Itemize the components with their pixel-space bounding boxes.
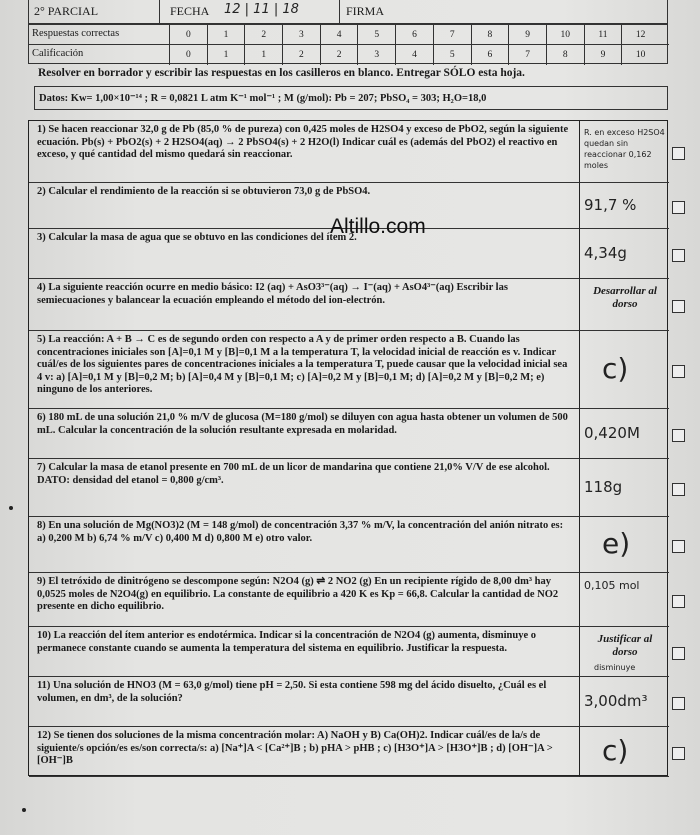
calificacion-label: Calificación [32,48,84,59]
margin-mark [9,506,13,510]
answer-box-4[interactable] [579,279,669,331]
answer-box-11[interactable] [579,677,669,727]
firma-label: FIRMA [346,4,385,18]
answer-4: Desarrollar al dorso [593,285,657,310]
answer-8: e) [602,527,631,560]
respuestas-cell: 7 [433,25,471,45]
answer-10-note: disminuye [594,663,636,672]
calificacion-cell: 7 [508,45,546,65]
calificacion-cell: 2 [320,45,358,65]
answer-box-9[interactable] [579,573,669,627]
calificacion-cell: 5 [433,45,471,65]
question-8-text: 8) En una solución de Mg(NO3)2 (M = 148 g/mol) de concentración 3,37 % m/V, la concentración del anión nitrato es: a) 0,200 M b) 6,74 % m/V c) 0,400 M d) 0,800 M e) otro valor. [29,517,579,573]
answer-7: 118g [584,478,623,496]
answer-6: 0,420M [584,424,640,442]
answer-12: c) [602,734,629,767]
respuestas-cell: 6 [395,25,433,45]
respuestas-cell: 3 [282,25,320,45]
respuestas-cell: 10 [546,25,584,45]
respuestas-cell: 5 [357,25,395,45]
answer-box-3[interactable] [579,229,669,279]
answer-box-7[interactable] [579,459,669,517]
calificacion-cell: 1 [244,45,282,65]
header-top-box [28,0,668,24]
question-1-text: 1) Se hacen reaccionar 32,0 g de Pb (85,0 % de pureza) con 0,425 moles de H2SO4 y exceso de PbO2, según la siguiente ecuación. Pb(s) + PbO2(s) + 2 H2SO4(aq) → 2 PbSO4(s) + 2 H2O(l) Indicar cuál es (además del PbO2) el reactivo en exceso, y qué cantidad del mismo quedará sin reaccionar. [29,121,579,183]
parcial-label: 2° PARCIAL [34,4,99,18]
answer-box-8[interactable] [579,517,669,573]
answer-1: R. en exceso H2SO4 quedan sin reaccionar 0,162 moles [584,128,665,170]
calificacion-cell: 9 [584,45,622,65]
answer-10: Justificar al dorso [597,633,653,658]
answer-5: c) [602,352,629,385]
answer-box-12[interactable] [579,727,669,777]
question-10-text: 10) La reacción del ítem anterior es endotérmica. Indicar si la concentración de N2O4 (g) aumenta, disminuye o permanece constante cuando se aumenta la temperatura del sistema en equilibrio. Justificar la respuesta. [29,627,579,677]
grade-checkbox-9[interactable] [672,595,685,608]
calificacion-cell: 3 [357,45,395,65]
grade-checkbox-2[interactable] [672,201,685,214]
question-9-text: 9) El tetróxido de dinitrógeno se descompone según: N2O4 (g) ⇌ 2 NO2 (g) En un recipiente rígido de 8,00 dm³ hay 0,0525 moles de N2O4(g) en equilibrio. La constante de equilibrio a 420 K es Kp = 66,8. Calcular la cantidad de NO2 presente en dicho equilibrio. [29,573,579,627]
answer-box-10[interactable] [579,627,669,677]
respuestas-cell: 9 [508,25,546,45]
margin-mark [22,808,26,812]
calificacion-cell: 8 [546,45,584,65]
watermark: Altillo.com [330,215,426,238]
answer-9: 0,105 mol [584,579,640,592]
calificacion-cell: 6 [471,45,509,65]
respuestas-cell: 12 [621,25,659,45]
grade-checkbox-10[interactable] [672,647,685,660]
calificacion-cell: 0 [169,45,207,65]
question-4-text: 4) La siguiente reacción ocurre en medio básico: I2 (aq) + AsO3³⁻(aq) → I⁻(aq) + AsO4³⁻(aq) Escribir las semiecuaciones y balancear la ecuación empleando el método del ion-electrón. [29,279,579,331]
calificacion-cell: 1 [207,45,245,65]
grade-checkbox-8[interactable] [672,540,685,553]
answer-box-1[interactable] [579,121,669,183]
datos-box: Datos: Kw= 1,00×10⁻¹⁴ ; R = 0,0821 L atm K⁻¹ mol⁻¹ ; M (g/mol): Pb = 207; PbSO₄ = 303; H₂O=18,0 [34,86,668,110]
respuestas-cell: 1 [207,25,245,45]
question-3-text: 3) Calcular la masa de agua que se obtuvo en las condiciones del ítem 2. [29,229,579,279]
grade-checkbox-11[interactable] [672,697,685,710]
grade-checkbox-4[interactable] [672,300,685,313]
question-5-text: 5) La reacción: A + B → C es de segundo orden con respecto a A y de primer orden respecto a B. Cuando las concentraciones iniciales son [A]=0,1 M y [B]=0,1 M a la temperatura T, la velocidad inicial de reacción es v. Indicar cuál/es de los siguientes pares de concentraciones iniciales a la temperatura T, puede causar que la velocidad inicial sea 4 v: a) [A]=0,1 M y [B]=0,2 M; b) [A]=0,4 M y [B]=0,1 M; c) [A]=0,2 M y [B]=0,1 M; d) [A]=0,2 M y [B]=0,2 M; e) ninguno de los anteriores. [29,331,579,409]
answer-11: 3,00dm³ [584,692,648,710]
fecha-label: FECHA [170,4,210,18]
question-6-text: 6) 180 mL de una solución 21,0 % m/V de glucosa (M=180 g/mol) se diluyen con agua hasta obtener un volumen de 500 mL. Calcular la concentración de la solución resultante expresada en molaridad. [29,409,579,459]
answer-box-2[interactable] [579,183,669,229]
question-12-text: 12) Se tienen dos soluciones de la misma concentración molar: A) NaOH y B) Ca(OH)2. Indicar cuál/es de la/s de siguiente/s opción/es es/son correcta/s: a) [Na⁺]A < [Ca²⁺]B ; b) pHA > pHB ; c) [H3O⁺]A > [H3O⁺]B ; d) [OH⁻]A > [OH⁻]B [29,727,579,777]
grade-checkbox-3[interactable] [672,249,685,262]
calificacion-cell: 4 [395,45,433,65]
question-2-text: 2) Calcular el rendimiento de la reacción si se obtuvieron 73,0 g de PbSO4. [29,183,579,229]
respuestas-cell: 2 [244,25,282,45]
respuestas-correctas-label: Respuestas correctas [32,28,120,39]
answer-2: 91,7 % [584,196,637,214]
answer-box-5[interactable] [579,331,669,409]
grade-checkbox-5[interactable] [672,365,685,378]
respuestas-cell: 4 [320,25,358,45]
respuestas-cell: 8 [471,25,509,45]
grade-checkbox-12[interactable] [672,747,685,760]
calificacion-cell: 2 [282,45,320,65]
instructions: Resolver en borrador y escribir las respuestas en los casilleros en blanco. Entregar SÓLO esta hoja. [38,67,525,79]
score-grid [28,24,668,64]
respuestas-cell: 0 [169,25,207,45]
answer-box-6[interactable] [579,409,669,459]
question-11-text: 11) Una solución de HNO3 (M = 63,0 g/mol) tiene pH = 2,50. Si esta contiene 598 mg del ácido disuelto, ¿Cuál es el volumen, en dm³, de la solución? [29,677,579,727]
fecha-value: 12 | 11 | 18 [224,2,299,17]
grade-checkbox-1[interactable] [672,147,685,160]
respuestas-cell: 11 [584,25,622,45]
grade-checkbox-6[interactable] [672,429,685,442]
answer-3: 4,34g [584,244,627,262]
calificacion-cell: 10 [621,45,659,65]
grade-checkbox-7[interactable] [672,483,685,496]
question-7-text: 7) Calcular la masa de etanol presente en 700 mL de un licor de mandarina que contiene 21,0% V/V de ese alcohol. DATO: densidad del etanol = 0,800 g/cm³. [29,459,579,517]
